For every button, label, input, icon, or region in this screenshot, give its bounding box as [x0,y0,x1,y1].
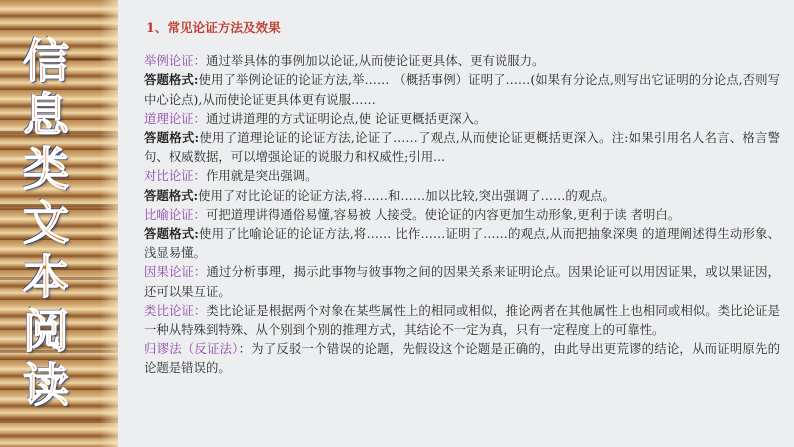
vertical-title [16,34,76,412]
paragraph-text: 通过举具体的事例加以论证,从而使论证更具体、更有说服力。 [205,53,545,69]
paragraph-reductio-argument [144,339,780,377]
paragraph-text: 使用了举例论证的论证方法,举…… （概括事例）证明了……(如果有分论点,则写出它证明的分论点,否则写中心论点),从而使论证更具体更有说服…… [144,72,780,107]
paragraph-analogy-argument [144,301,780,339]
term-label: 对比论证： [144,168,206,184]
term-label: 类比论证： [144,302,207,318]
term-label: 比喻论证： [144,206,206,222]
paragraph-text: 作用就是突出强调。 [205,168,318,184]
answer-format-label: 答题格式: [144,130,200,146]
term-label: 举例论证： [144,53,206,69]
title-char: 本 [23,250,69,304]
paragraph-text: 类比论证是根据两个对象在某些属性上的相同或相似，推论两者在其他属性上也相同或相似。类比论证是一种从特殊到特殊、从个别到个别的推理方式，其结论不一定为真，只有一定程度上的可靠性。 [144,302,781,338]
title-char: 文 [23,196,69,250]
title-char: 信 [23,34,69,88]
paragraph-text: 使用了对比论证的论证方法,将……和……加以比较,突出强调了……的观点。 [198,187,615,203]
paragraph-answer-format [144,128,780,166]
paragraph-causal-argument [144,262,780,300]
paragraph-text: ：为了反驳一个错误的论题，先假设这个论题是正确的，由此导出更荒谬的结论，从而证明原先的论题是错误的。 [144,341,780,376]
section-heading: 1、常见论证方法及效果 [146,20,281,35]
paragraph-text: 使用了比喻论证的论证方法,将…… 比作……证明了……的观点,从而把抽象深奥 的道理阐述得生动形象、浅显易懂。 [144,226,780,261]
term-label: 道理论证： [144,110,206,126]
title-char: 息 [23,88,69,142]
term-label: 归谬法（反证法） [144,341,239,357]
title-char: 读 [23,358,69,412]
paragraph-answer-format [144,186,780,205]
content-area [144,14,780,378]
paragraph-reasoning-argument [144,109,780,128]
paragraph-example-argument [144,51,780,70]
paragraph-answer-format [144,224,780,262]
title-char: 阅 [23,304,69,358]
term-label: 因果论证： [144,264,207,280]
paragraph-metaphor-argument [144,205,780,224]
paragraph-text: 通过讲道理的方式证明论点,使 论证更概括更深入。 [205,110,487,126]
paragraph-contrast-argument [144,166,780,185]
paragraph-text: 使用了道理论证的论证方法,论证了……了观点,从而使论证更概括更深入。注:如果引用名人名言、格言警句、权威数据，可以增强论证的说服力和权威性;引用... [144,130,780,165]
paragraph-answer-format [144,70,780,108]
answer-format-label: 答题格式: [144,226,199,242]
book-page-edge [100,0,118,447]
paragraph-text: 可把道理讲得通俗易懂,容易被 人接受。使论证的内容更加生动形象,更利于读 者明白。 [205,206,681,222]
answer-format-label: 答题格式: [144,72,199,88]
title-char: 类 [23,142,69,196]
paragraph-text: 通过分析事理，揭示此事物与彼事物之间的因果关系来证明论点。因果论证可以用因证果，或以果证因，还可以果互证。 [144,264,781,299]
answer-format-label: 答题格式: [144,187,199,203]
